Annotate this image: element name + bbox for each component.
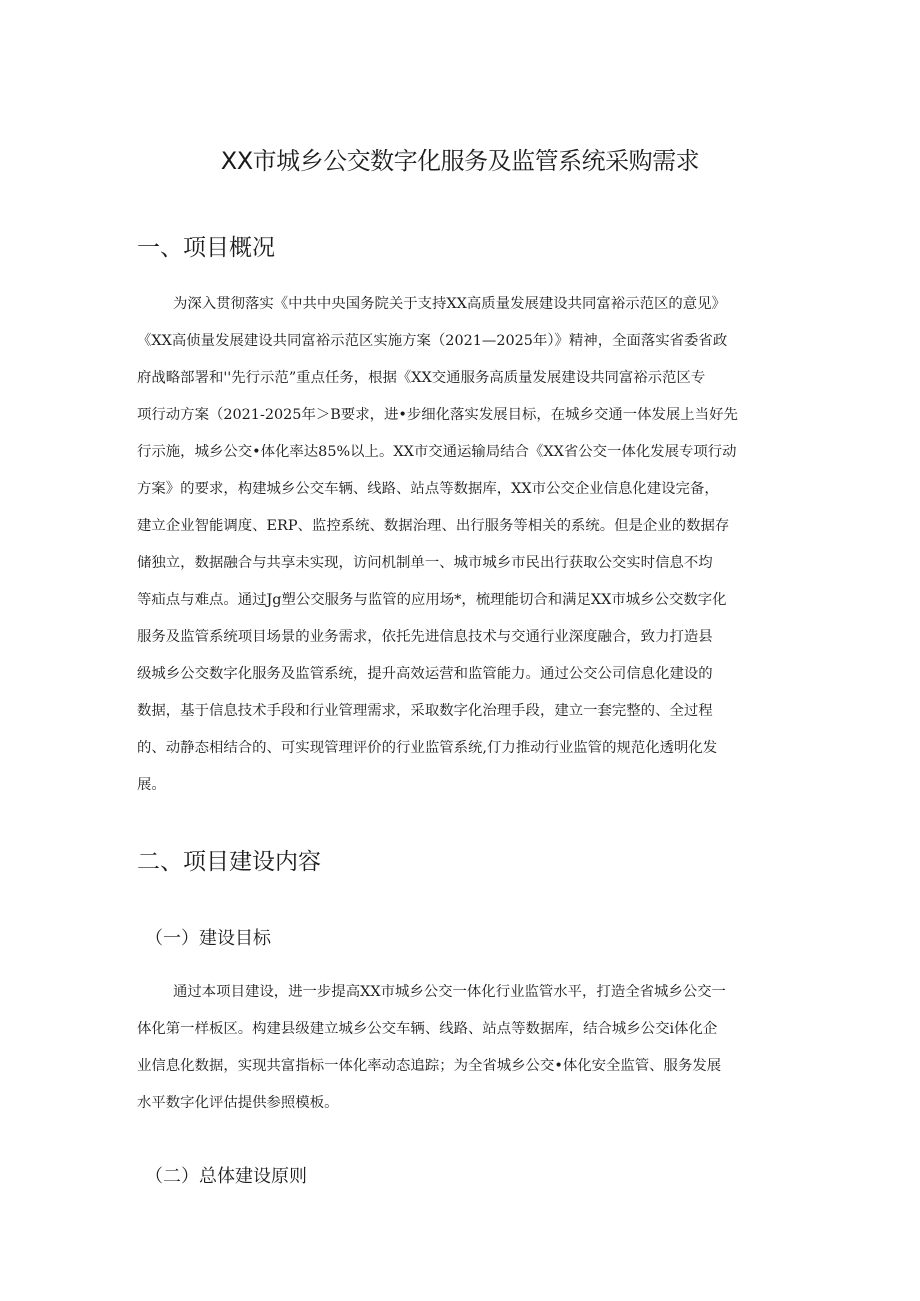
goal-paragraph [137, 974, 821, 1122]
paragraph-line: 项行动方案（2021-2025年＞B要求，进•步细化落实发展目标，在城乡交通一体发展上当好先 [137, 407, 738, 423]
paragraph-line: 业信息化数据，实现共富指标一体化率动态追踪；为全省城乡公交•体化安全监管、服务发展 [137, 1058, 722, 1074]
paragraph-line: 数据，基于信息技术手段和行业管理需求，采取数字化治理手段，建立一套完整的、全过程 [137, 703, 713, 719]
paragraph-line: 水平数字化评估提供参照模板。 [137, 1095, 339, 1111]
paragraph-line: 级城乡公交数字化服务及监管系统，提升高效运营和监管能力。通过公交公司信息化建设的 [137, 666, 713, 682]
section-heading-construction: 二、项目建设内容 [137, 849, 321, 875]
paragraph-line: 方案》的要求，构建城乡公交车辆、线路、站点等数据库，XX市公交企业信息化建设完备， [137, 481, 719, 497]
document-title: XX市城乡公交数字化服务及监管系统采购需求 [220, 147, 700, 175]
paragraph-line: 等疝点与难点。通过Jg塑公交服务与监管的应用场*，梳理能切合和满足XX市城乡公交数字化 [137, 592, 727, 608]
paragraph-line: 体化第一样板区。构建县级建立城乡公交车辆、线路、站点等数据库，结合城乡公交i体化企 [137, 1021, 718, 1037]
paragraph-line: 行示施，城乡公交•体化率达85%以上。XX市交通运输局结合《XX省公交一体化发展专项行动 [137, 444, 737, 460]
overview-paragraph [137, 286, 821, 804]
paragraph-line: 服务及监管系统项目场景的业务需求，依托先进信息技术与交通行业深度融合，致力打造县 [137, 629, 713, 645]
paragraph-line: 通过本项目建设，进一步提高XX市城乡公交一体化行业监管水平，打造全省城乡公交一 [173, 984, 726, 1000]
section-heading-overview: 一、项目概况 [137, 235, 275, 261]
paragraph-line: 《XX高侦量发展建设共同富裕示范区实施方案（2021—2025年）》精神，全面落实省委省政 [137, 333, 728, 349]
paragraph-line: 府战略部署和''先行示范”重点任务，根据《XX交通服务高质量发展建设共同富裕示范区专 [137, 370, 706, 386]
paragraph-line: 储独立，数据融合与共享未实现，访问机制单一、城市城乡市民出行获取公交实时信息不均 [137, 555, 713, 571]
paragraph-line: 建立企业智能调度、ERP、监控系统、数据治理、出行服务等相关的系统。但是企业的数据存 [137, 518, 730, 534]
paragraph-line: 展。 [137, 777, 166, 793]
paragraph-line: 的、动静态相结合的、可实现管理评价的行业监管系统,仃力推动行业监管的规范化透明化发 [137, 740, 718, 756]
paragraph-line: 为深入贯彻落实《中共中央国务院关于支持XX高质量发展建设共同富裕示范区的意见》 [173, 296, 726, 312]
subsection-heading-goal: （一）建设目标 [145, 928, 271, 949]
subsection-heading-principles: （二）总体建设原则 [145, 1166, 307, 1187]
